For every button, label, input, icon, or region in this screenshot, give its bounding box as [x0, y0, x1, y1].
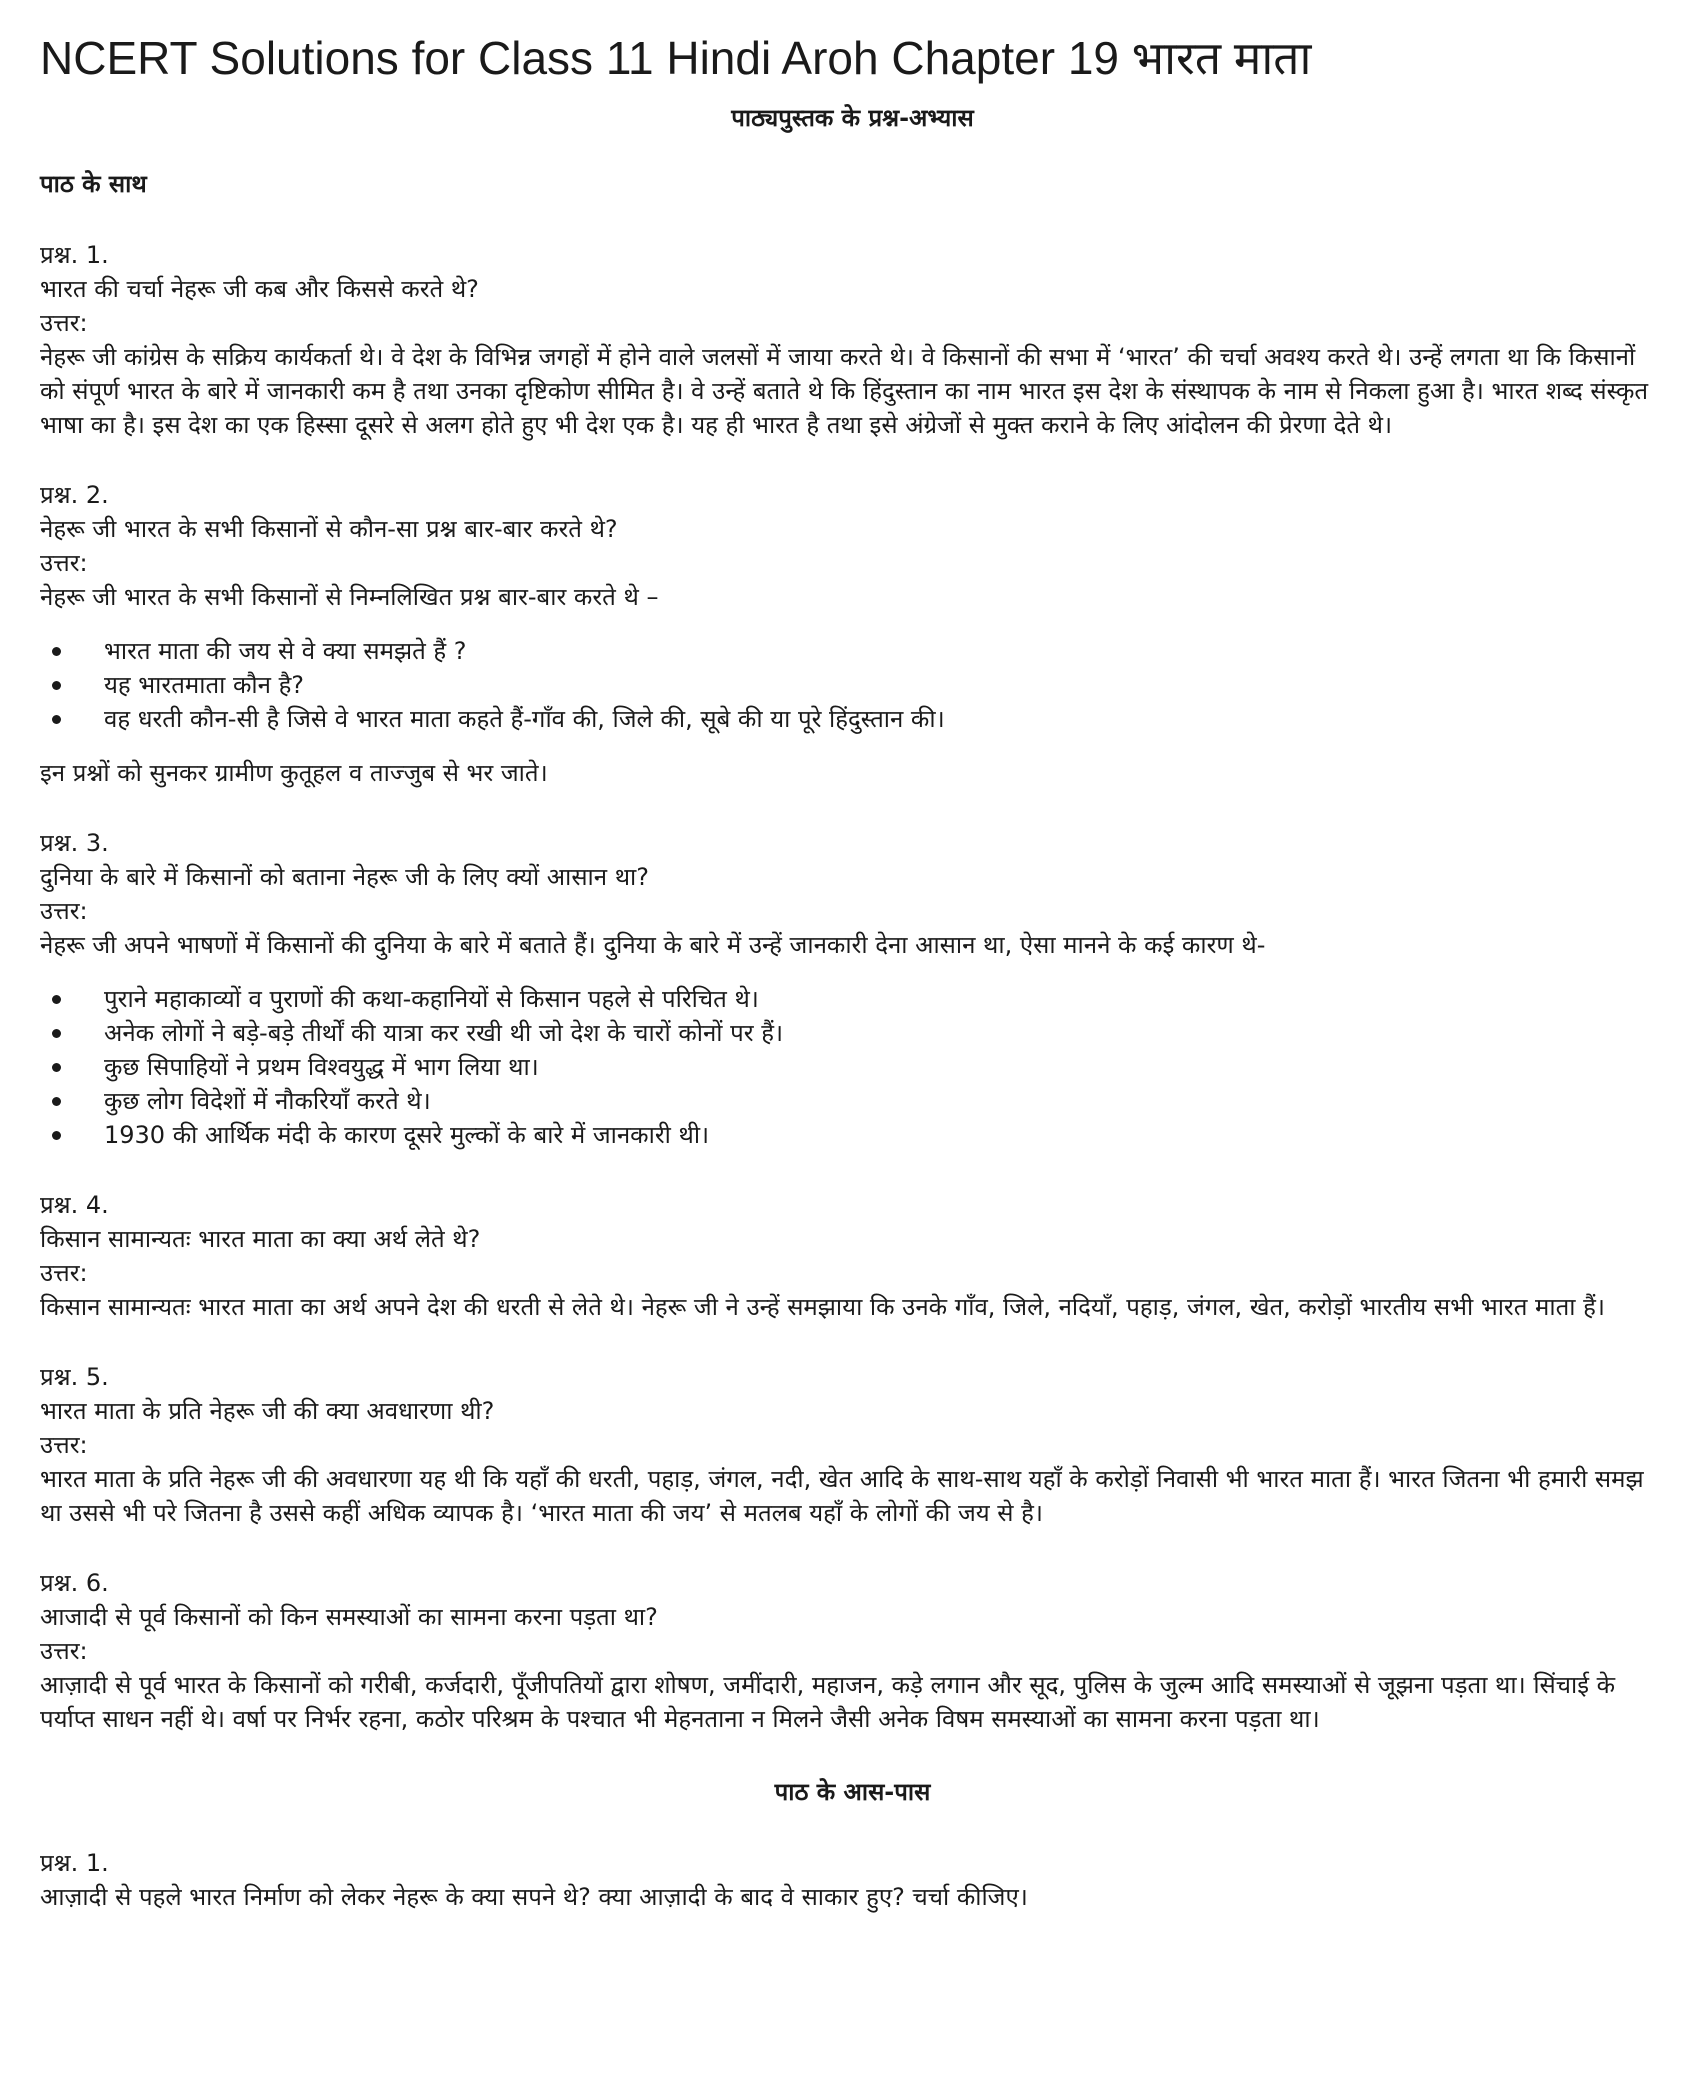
answer-conclusion: इन प्रश्नों को सुनकर ग्रामीण कुतूहल व ताज्जुब से भर जाते।	[40, 759, 548, 787]
list-item-text: यह भारतमाता कौन है?	[104, 671, 305, 699]
answer-text: भारत माता के प्रति नेहरू जी की अवधारणा यह थी कि यहाँ की धरती, पहाड़, जंगल, नदी, खेत आदि के साथ-साथ यहाँ के करोड़ों निवासी भी भारत माता हैं। भारत जितना भी हमारी समझ था उससे भी परे जितना है उससे कहीं अधिक व्यापक है। ‘भारत माता की जय’ से मतलब यहाँ के लोगों की जय से है।	[40, 1465, 1644, 1527]
bullet-icon	[52, 1097, 61, 1106]
section-heading-path-ke-aas-paas: पाठ के आस-पास	[774, 1778, 931, 1806]
question-label: प्रश्न. 3.	[40, 829, 109, 857]
bullet-icon	[52, 647, 61, 656]
bullet-icon	[52, 1063, 61, 1072]
answer-text: नेहरू जी कांग्रेस के सक्रिय कार्यकर्ता थे। वे देश के विभिन्न जगहों में होने वाले जलसों में जाया करते थे। वे किसानों की सभा में ‘भारत’ की चर्चा अवश्य करते थे। उन्हें लगता था कि किसानों को संपूर्ण भारत के बारे में जानकारी कम है तथा उनका दृष्टिकोण सीमित है। वे उन्हें बताते थे कि हिंदुस्तान का नाम भारत इस देश के संस्थापक के नाम से निकला हुआ है। भारत शब्द संस्कृत भाषा का है। इस देश का एक हिस्सा दूसरे से अलग होते हुए भी देश एक है। यह ही भारत है तथा इसे अंग्रेजों से मुक्त कराने के लिए आंदोलन की प्रेरणा देते थे।	[40, 343, 1649, 439]
bullet-icon	[52, 715, 61, 724]
bullet-icon	[52, 1131, 61, 1140]
answer-label: उत्तर:	[40, 309, 88, 337]
question-label: प्रश्न. 6.	[40, 1569, 109, 1597]
answer-label: उत्तर:	[40, 897, 88, 925]
page-subtitle: पाठ्यपुस्तक के प्रश्न-अभ्यास	[731, 104, 974, 132]
bullet-icon	[52, 1029, 61, 1038]
question-block-2	[40, 478, 1665, 790]
list-item-text: अनेक लोगों ने बड़े-बड़े तीर्थों की यात्रा कर रखी थी जो देश के चारों कोनों पर हैं।	[104, 1019, 784, 1047]
question-text: दुनिया के बारे में किसानों को बताना नेहरू जी के लिए क्यों आसान था?	[40, 863, 650, 891]
list-item-text: वह धरती कौन-सी है जिसे वे भारत माता कहते हैं-गाँव की, जिले की, सूबे की या पूरे हिंदुस्तान की।	[104, 705, 945, 733]
answer-label: उत्तर:	[40, 1637, 88, 1665]
question-block-5	[40, 1360, 1665, 1530]
answer-text: नेहरू जी भारत के सभी किसानों से निम्नलिखित प्रश्न बार-बार करते थे –	[40, 583, 659, 611]
page-title: NCERT Solutions for Class 11 Hindi Aroh Chapter 19 भारत माता	[40, 32, 1312, 84]
list-item	[40, 634, 1665, 668]
list-item-text: कुछ सिपाहियों ने प्रथम विश्वयुद्ध में भाग लिया था।	[104, 1053, 539, 1081]
question-label: प्रश्न. 5.	[40, 1363, 109, 1391]
question-text: भारत माता के प्रति नेहरू जी की क्या अवधारणा थी?	[40, 1397, 495, 1425]
bullet-list	[40, 982, 1665, 1152]
list-item	[40, 702, 1665, 736]
question-label: प्रश्न. 2.	[40, 481, 109, 509]
question-block-6	[40, 1566, 1665, 1736]
bullet-icon	[52, 995, 61, 1004]
list-item	[40, 1050, 1665, 1084]
answer-label: उत्तर:	[40, 1431, 88, 1459]
question-text: किसान सामान्यतः भारत माता का क्या अर्थ लेते थे?	[40, 1225, 481, 1253]
question-text: भारत की चर्चा नेहरू जी कब और किससे करते थे?	[40, 275, 479, 303]
list-item	[40, 1118, 1665, 1152]
list-item	[40, 982, 1665, 1016]
list-item-text: 1930 की आर्थिक मंदी के कारण दूसरे मुल्कों के बारे में जानकारी थी।	[104, 1121, 710, 1149]
question-label: प्रश्न. 1.	[40, 1849, 109, 1877]
document-page	[40, 22, 1665, 1950]
question-label: प्रश्न. 1.	[40, 241, 109, 269]
question-block-3	[40, 826, 1665, 1152]
answer-text: नेहरू जी अपने भाषणों में किसानों की दुनिया के बारे में बताते हैं। दुनिया के बारे में उन्हें जानकारी देना आसान था, ऐसा मानने के कई कारण थे-	[40, 931, 1266, 959]
list-item-text: कुछ लोग विदेशों में नौकरियाँ करते थे।	[104, 1087, 431, 1115]
question-text: आजादी से पूर्व किसानों को किन समस्याओं का सामना करना पड़ता था?	[40, 1603, 658, 1631]
answer-text: किसान सामान्यतः भारत माता का अर्थ अपने देश की धरती से लेते थे। नेहरू जी ने उन्हें समझाया कि उनके गाँव, जिले, नदियाँ, पहाड़, जंगल, खेत, करोड़ों भारतीय सभी भारत माता हैं।	[40, 1293, 1605, 1321]
list-item	[40, 1084, 1665, 1118]
bullet-list	[40, 634, 1665, 736]
answer-text: आज़ादी से पूर्व भारत के किसानों को गरीबी, कर्जदारी, पूँजीपतियों द्वारा शोषण, जमींदारी, महाजन, कड़े लगान और सूद, पुलिस के जुल्म आदि समस्याओं से जूझना पड़ता था। सिंचाई के पर्याप्त साधन नहीं थे। वर्षा पर निर्भर रहना, कठोर परिश्रम के पश्चात भी मेहनताना न मिलने जैसी अनेक विषम समस्याओं का सामना करना पड़ता था।	[40, 1671, 1616, 1733]
question-text: आज़ादी से पहले भारत निर्माण को लेकर नेहरू के क्या सपने थे? क्या आज़ादी के बाद वे साकार हुए? चर्चा कीजिए।	[40, 1883, 1028, 1911]
question-block-s2-1	[40, 1846, 1665, 1914]
question-label: प्रश्न. 4.	[40, 1191, 109, 1219]
question-block-4	[40, 1188, 1665, 1324]
answer-label: उत्तर:	[40, 1259, 88, 1287]
list-item	[40, 1016, 1665, 1050]
bullet-icon	[52, 681, 61, 690]
list-item	[40, 668, 1665, 702]
list-item-text: पुराने महाकाव्यों व पुराणों की कथा-कहानियों से किसान पहले से परिचित थे।	[104, 985, 759, 1013]
list-item-text: भारत माता की जय से वे क्या समझते हैं ?	[104, 637, 467, 665]
question-text: नेहरू जी भारत के सभी किसानों से कौन-सा प्रश्न बार-बार करते थे?	[40, 515, 618, 543]
section-heading-path-ke-saath: पाठ के साथ	[40, 170, 147, 198]
question-block-1	[40, 238, 1665, 442]
answer-label: उत्तर:	[40, 549, 88, 577]
